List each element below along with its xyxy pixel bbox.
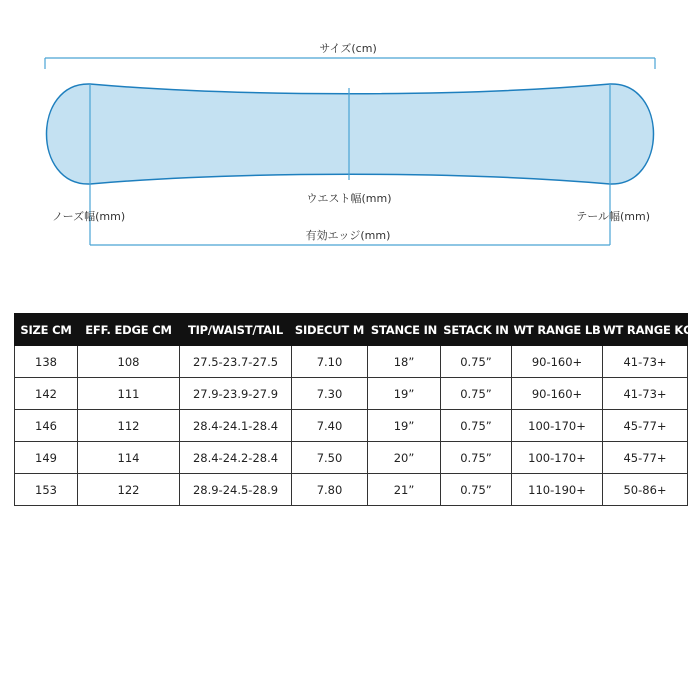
cell-wt-kg: 45-77+	[603, 410, 688, 442]
cell-wt-kg: 41-73+	[603, 378, 688, 410]
cell-setback: 0.75”	[441, 474, 512, 506]
cell-size: 149	[15, 442, 78, 474]
header-eff-edge-cm: EFF. EDGE CM	[78, 314, 180, 346]
table-header-row	[15, 314, 688, 346]
tail-label: テール幅(mm)	[576, 210, 650, 223]
cell-eff-edge: 111	[78, 378, 180, 410]
cell-sidecut: 7.50	[292, 442, 368, 474]
header-stance-in: STANCE IN	[368, 314, 441, 346]
cell-setback: 0.75”	[441, 442, 512, 474]
cell-sidecut: 7.30	[292, 378, 368, 410]
snowboard-outline	[47, 84, 654, 184]
cell-wt-kg: 45-77+	[603, 442, 688, 474]
spec-table	[14, 313, 693, 506]
cell-size: 146	[15, 410, 78, 442]
cell-tip-waist-tail: 28.4-24.1-28.4	[180, 410, 292, 442]
cell-tip-waist-tail: 27.5-23.7-27.5	[180, 346, 292, 378]
header-wt-range-lb: WT RANGE LB	[512, 314, 603, 346]
header-wt-range-kg: WT RANGE KG	[603, 314, 688, 346]
table-row	[15, 378, 688, 410]
cell-wt-kg: 50-86+	[603, 474, 688, 506]
table-row	[15, 442, 688, 474]
cell-wt-lb: 90-160+	[512, 378, 603, 410]
table-row	[15, 346, 688, 378]
cell-stance: 18”	[368, 346, 441, 378]
cell-tip-waist-tail: 28.9-24.5-28.9	[180, 474, 292, 506]
size-dimension-line	[45, 58, 655, 69]
size-label: サイズ(cm)	[319, 42, 377, 55]
edge-label: 有効エッジ(mm)	[305, 229, 391, 242]
cell-setback: 0.75”	[441, 378, 512, 410]
nose-label: ノーズ幅(mm)	[52, 210, 126, 223]
cell-eff-edge: 112	[78, 410, 180, 442]
cell-setback: 0.75”	[441, 346, 512, 378]
cell-tip-waist-tail: 27.9-23.9-27.9	[180, 378, 292, 410]
cell-wt-lb: 100-170+	[512, 442, 603, 474]
cell-wt-kg: 41-73+	[603, 346, 688, 378]
cell-wt-lb: 90-160+	[512, 346, 603, 378]
cell-sidecut: 7.40	[292, 410, 368, 442]
cell-size: 153	[15, 474, 78, 506]
cell-wt-lb: 100-170+	[512, 410, 603, 442]
header-sidecut-m: SIDECUT M	[292, 314, 368, 346]
cell-stance: 19”	[368, 378, 441, 410]
header-tip-waist-tail: TIP/WAIST/TAIL	[180, 314, 292, 346]
cell-eff-edge: 114	[78, 442, 180, 474]
header-size-cm: SIZE CM	[15, 314, 78, 346]
cell-eff-edge: 122	[78, 474, 180, 506]
cell-wt-lb: 110-190+	[512, 474, 603, 506]
table-row	[15, 474, 688, 506]
cell-tip-waist-tail: 28.4-24.2-28.4	[180, 442, 292, 474]
cell-setback: 0.75”	[441, 410, 512, 442]
cell-size: 138	[15, 346, 78, 378]
header-setback-in: SETACK IN	[441, 314, 512, 346]
cell-sidecut: 7.10	[292, 346, 368, 378]
snowboard-dimension-diagram	[0, 0, 700, 260]
cell-size: 142	[15, 378, 78, 410]
table-row	[15, 410, 688, 442]
waist-label: ウエスト幅(mm)	[306, 192, 392, 205]
cell-stance: 21”	[368, 474, 441, 506]
cell-stance: 20”	[368, 442, 441, 474]
cell-stance: 19”	[368, 410, 441, 442]
cell-eff-edge: 108	[78, 346, 180, 378]
cell-sidecut: 7.80	[292, 474, 368, 506]
